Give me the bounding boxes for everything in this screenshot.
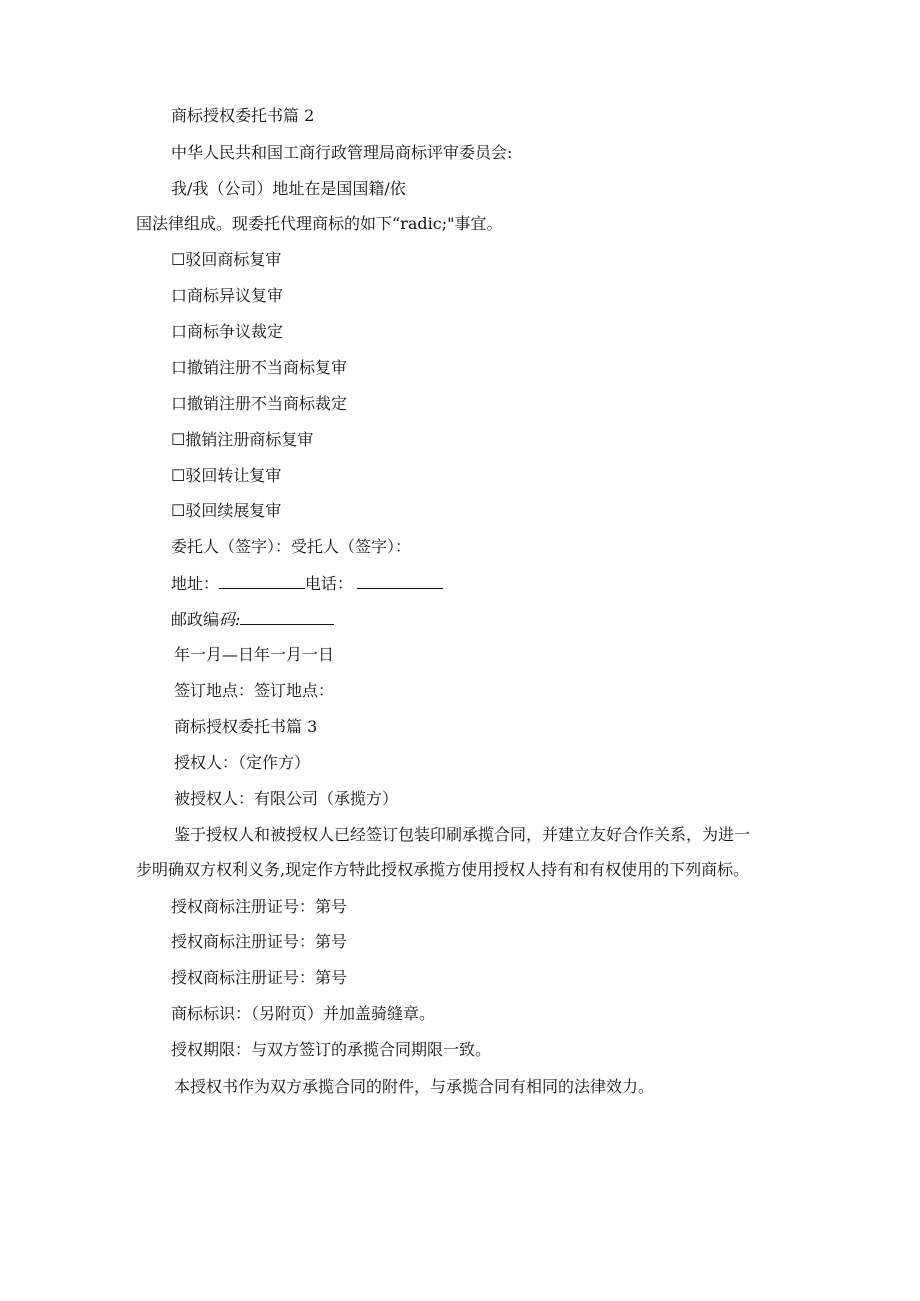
grantor-line: 授权人：（定作方） xyxy=(174,753,311,772)
option-item: 口撤销注册不当商标裁定 xyxy=(171,394,348,413)
grantee-line: 被授权人：有限公司（承揽方） xyxy=(174,789,399,808)
postal-label-italic: 码: xyxy=(219,610,241,629)
postal-code-line xyxy=(171,610,334,630)
option-item: ☐驳回转让复审 xyxy=(171,466,282,485)
paragraph-line-1: 鉴于授权人和被授权人已经签订包装印刷承揽合同，并建立友好合作关系，为进一 xyxy=(174,825,751,844)
option-item: 口撤销注册不当商标复审 xyxy=(171,358,348,377)
postal-blank xyxy=(240,610,334,625)
addressee: 中华人民共和国工商行政管理局商标评审委员会: xyxy=(171,143,513,162)
address-blank xyxy=(219,574,305,589)
date-line: 年一月—日年一月一日 xyxy=(174,645,335,664)
trademark-mark-line: 商标标识：（另附页）并加盖骑缝章。 xyxy=(171,1004,436,1023)
closing-line: 本授权书作为双方承揽合同的附件，与承揽合同有相同的法律效力。 xyxy=(174,1077,655,1096)
phone-blank xyxy=(357,574,443,589)
address-phone-line xyxy=(171,574,443,594)
place-line: 签订地点：签订地点： xyxy=(174,681,335,700)
option-item: 口商标异议复审 xyxy=(171,286,284,305)
option-item: 口商标争议裁定 xyxy=(171,322,284,341)
paragraph-line-2: 步明确双方权利义务,现定作方特此授权承揽方使用授权人持有和有权使用的下列商标。 xyxy=(136,860,750,879)
intro-line-2: 国法律组成。现委托代理商标的如下“radic;"事宜。 xyxy=(136,214,503,233)
option-item: ☐驳回商标复审 xyxy=(171,250,282,269)
registration-line-1: 授权商标注册证号：第号 xyxy=(171,897,348,916)
intro-line-1: 我/我（公司）地址在是国国籍/依 xyxy=(171,179,406,198)
option-item: ☐驳回续展复审 xyxy=(171,501,282,520)
signature-line: 委托人（签字）：受托人（签字）： xyxy=(171,537,412,556)
registration-line-2: 授权商标注册证号：第号 xyxy=(171,932,348,951)
section-title-3: 商标授权委托书篇 3 xyxy=(174,717,318,736)
postal-label: 邮政编 xyxy=(171,610,220,629)
address-label: 地址： xyxy=(171,574,220,593)
term-line: 授权期限：与双方签订的承揽合同期限一致。 xyxy=(171,1040,492,1059)
option-item: ☐撤销注册商标复审 xyxy=(171,430,314,449)
section-title-2: 商标授权委托书篇 2 xyxy=(171,106,315,125)
phone-label: 电话： xyxy=(305,574,354,593)
registration-line-3: 授权商标注册证号：第号 xyxy=(171,968,348,987)
